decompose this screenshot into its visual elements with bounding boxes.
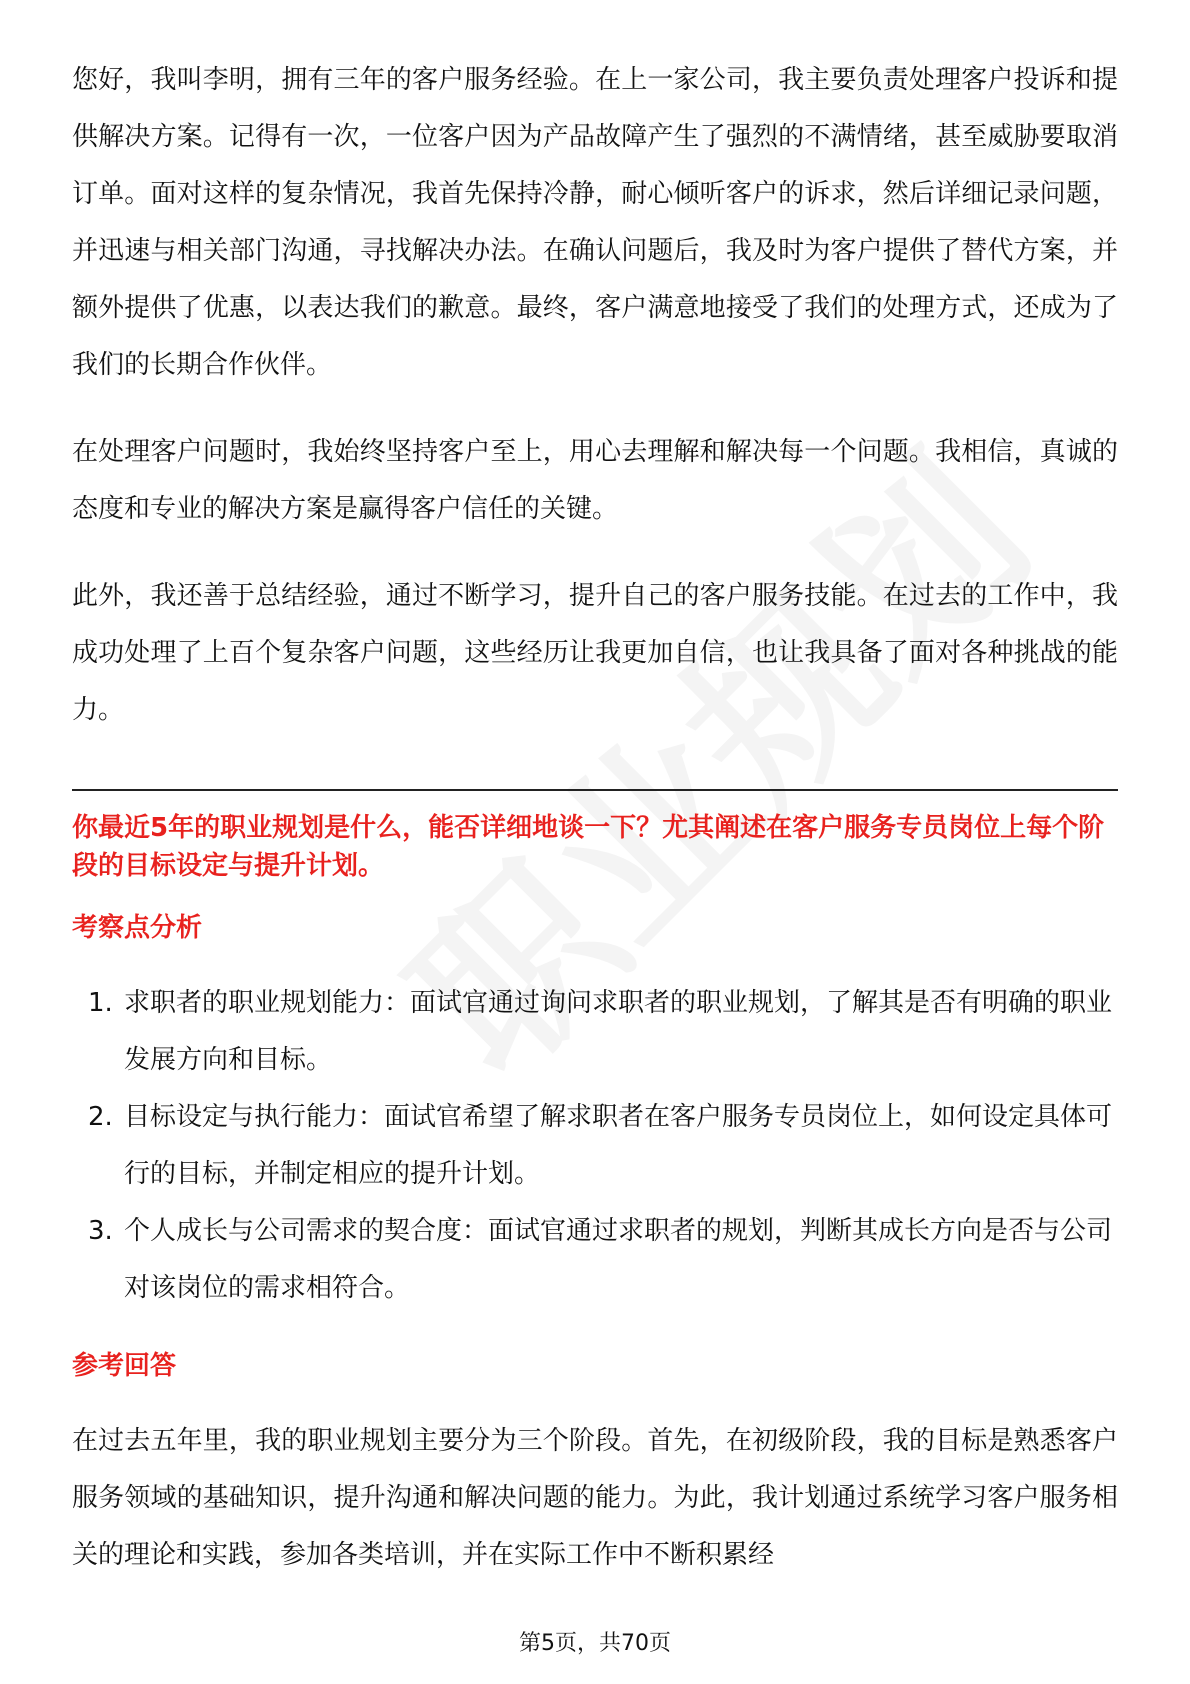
list-item xyxy=(72,1203,1118,1317)
document-page xyxy=(72,52,1118,1584)
intro-paragraph-1: 您好，我叫李明，拥有三年的客户服务经验。在上一家公司，我主要负责处理客户投诉和提供解决方案。记得有一次，一位客户因为产品故障产生了强烈的不满情绪，甚至威胁要取消订单。面对这样的复杂情况，我首先保持冷静，耐心倾听客户的诉求，然后详细记录问题，并迅速与相关部门沟通，寻找解决办法。在确认问题后，我及时为客户提供了替代方案，并额外提供了优惠，以表达我们的歉意。最终，客户满意地接受了我们的处理方式，还成为了我们的长期合作伙伴。 xyxy=(72,65,1118,380)
page-number: 第5页，共70页 xyxy=(519,1631,671,1656)
intro-paragraph-2: 在处理客户问题时，我始终坚持客户至上，用心去理解和解决每一个问题。我相信，真诚的态度和专业的解决方案是赢得客户信任的关键。 xyxy=(72,437,1118,524)
list-item-number: 2. xyxy=(88,1102,113,1132)
list-item-text: 目标设定与执行能力：面试官希望了解求职者在客户服务专员岗位上，如何设定具体可行的目标，并制定相应的提升计划。 xyxy=(124,1102,1113,1189)
answer-title: 参考回答 xyxy=(72,1351,177,1381)
analysis-list xyxy=(72,975,1118,1317)
intro-paragraph-3: 此外，我还善于总结经验，通过不断学习，提升自己的客户服务技能。在过去的工作中，我成功处理了上百个复杂客户问题，这些经历让我更加自信，也让我具备了面对各种挑战的能力。 xyxy=(72,581,1118,725)
answer-paragraph: 在过去五年里，我的职业规划主要分为三个阶段。首先，在初级阶段，我的目标是熟悉客户服务领域的基础知识，提升沟通和解决问题的能力。为此，我计划通过系统学习客户服务相关的理论和实践，参加各类培训，并在实际工作中不断积累经 xyxy=(72,1426,1118,1570)
analysis-title: 考察点分析 xyxy=(72,913,203,943)
question-heading: 你最近5年的职业规划是什么，能否详细地谈一下？尤其阐述在客户服务专员岗位上每个阶段的目标设定与提升计划。 xyxy=(72,813,1105,881)
list-item xyxy=(72,975,1118,1089)
list-item-text: 个人成长与公司需求的契合度：面试官通过求职者的规划，判断其成长方向是否与公司对该岗位的需求相符合。 xyxy=(124,1216,1113,1303)
list-item-text: 求职者的职业规划能力：面试官通过询问求职者的职业规划，了解其是否有明确的职业发展方向和目标。 xyxy=(124,988,1113,1075)
list-item xyxy=(72,1089,1118,1203)
list-item-number: 3. xyxy=(88,1216,113,1246)
section-divider xyxy=(72,789,1118,791)
list-item-number: 1. xyxy=(88,988,113,1018)
